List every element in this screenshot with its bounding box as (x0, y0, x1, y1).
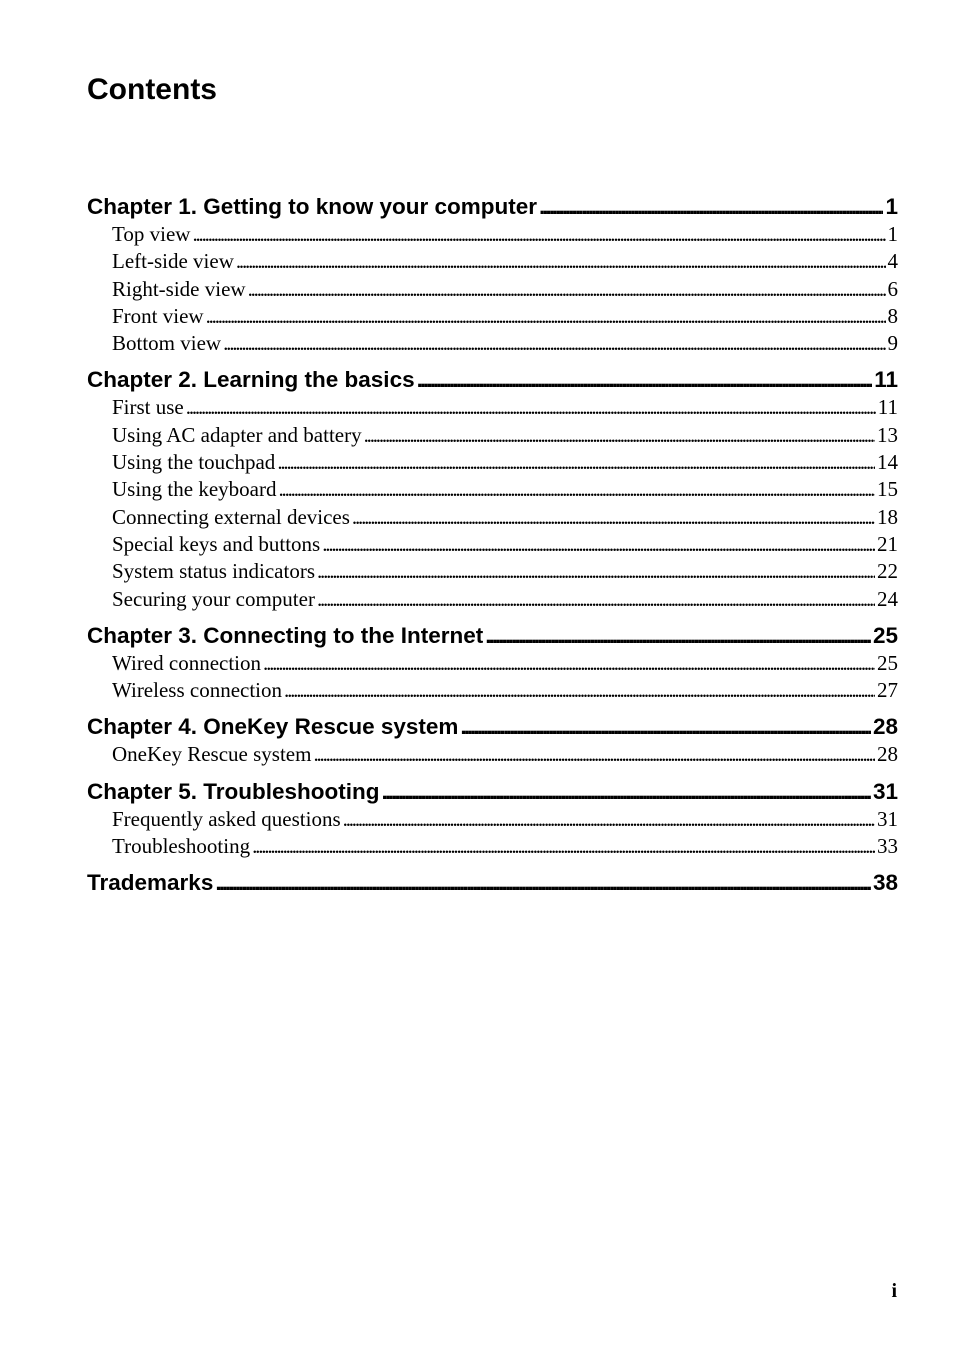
toc-section-entry-title: Frequently asked questions (112, 806, 341, 831)
toc-chapter-entry-title: Trademarks (87, 870, 214, 896)
toc-chapter-entry-page: 28 (872, 714, 898, 740)
toc-section-entry[interactable] (87, 677, 898, 704)
toc-chapter-entry-page: 25 (872, 622, 898, 648)
toc-chapter-entry[interactable] (87, 868, 898, 897)
dot-leader (263, 650, 875, 677)
toc-section-entry-title: Using AC adapter and battery (112, 422, 362, 447)
toc-chapter-entry[interactable] (87, 777, 898, 806)
dot-leader (417, 365, 873, 394)
toc-section-entry[interactable] (87, 330, 898, 357)
dot-leader (539, 192, 883, 221)
toc-section-entry-page: 22 (877, 559, 898, 584)
toc-section-entry-page: 21 (877, 531, 898, 556)
toc-section-entry[interactable] (87, 650, 898, 677)
toc-section-entry-title: Troubleshooting (112, 834, 251, 859)
toc-section-entry-title: Using the touchpad (112, 450, 276, 475)
toc-section-entry-title: Bottom view (112, 331, 222, 356)
toc-section-entry-title: Left-side view (112, 249, 234, 274)
toc-chapter-entry[interactable] (87, 365, 898, 394)
toc-section-entry-page: 9 (887, 331, 898, 356)
toc-chapter-entry-title: Chapter 3. Connecting to the Internet (87, 622, 484, 648)
toc-chapter-entry-title: Chapter 4. OneKey Rescue system (87, 714, 459, 740)
dot-leader (236, 248, 886, 275)
toc-section-entry[interactable] (87, 531, 898, 558)
dot-leader (364, 422, 875, 449)
toc-chapter-entry[interactable] (87, 621, 898, 650)
toc-section-entry[interactable] (87, 741, 898, 768)
dot-leader (223, 330, 885, 357)
toc-section-entry-title: Connecting external devices (112, 504, 350, 529)
toc-section-entry-title: System status indicators (112, 559, 315, 584)
dot-leader (278, 476, 875, 503)
dot-leader (215, 868, 871, 897)
toc-section-entry[interactable] (87, 248, 898, 275)
toc-section-entry[interactable] (87, 833, 898, 860)
table-of-contents (87, 192, 898, 897)
dot-leader (343, 806, 875, 833)
toc-chapter-entry[interactable] (87, 192, 898, 221)
toc-section-entry[interactable] (87, 394, 898, 421)
toc-section-entry[interactable] (87, 558, 898, 585)
dot-leader (313, 741, 875, 768)
toc-section-entry-page: 28 (877, 742, 898, 767)
toc-section-entry-page: 11 (877, 395, 898, 420)
toc-section-entry[interactable] (87, 806, 898, 833)
toc-chapter-entry-page: 38 (872, 870, 898, 896)
dot-leader (382, 777, 871, 806)
toc-section-entry-page: 1 (887, 222, 898, 246)
toc-section-entry-title: First use (112, 395, 184, 420)
dot-leader (352, 504, 875, 531)
dot-leader (248, 276, 886, 303)
toc-section-entry-page: 31 (877, 806, 898, 831)
toc-section-entry[interactable] (87, 476, 898, 503)
dot-leader (485, 621, 871, 650)
toc-section-entry-title: Special keys and buttons (112, 531, 321, 556)
toc-section-entry[interactable] (87, 422, 898, 449)
dot-leader (192, 221, 885, 248)
toc-section-entry[interactable] (87, 586, 898, 613)
dot-leader (277, 449, 875, 476)
dot-leader (284, 677, 875, 704)
toc-section-entry-page: 33 (877, 834, 898, 859)
toc-section-entry[interactable] (87, 449, 898, 476)
toc-section-entry-title: Front view (112, 303, 204, 328)
toc-chapter-entry-page: 11 (874, 367, 898, 393)
dot-leader (252, 833, 875, 860)
toc-section-entry[interactable] (87, 276, 898, 303)
dot-leader (317, 558, 875, 585)
toc-section-entry-page: 27 (877, 678, 898, 703)
toc-section-entry-title: Wireless connection (112, 678, 283, 703)
toc-section-entry[interactable] (87, 504, 898, 531)
dot-leader (317, 586, 875, 613)
toc-section-entry[interactable] (87, 221, 898, 248)
dot-leader (206, 303, 886, 330)
dot-leader (460, 712, 871, 741)
page-title: Contents (87, 73, 217, 106)
toc-section-entry-page: 25 (877, 650, 898, 675)
toc-section-entry-page: 13 (877, 422, 898, 447)
dot-leader (322, 531, 875, 558)
toc-section-entry-title: Securing your computer (112, 586, 315, 611)
page-number: i (891, 1280, 897, 1302)
toc-chapter-entry-title: Chapter 1. Getting to know your computer (87, 194, 538, 219)
toc-section-entry-page: 4 (887, 249, 898, 274)
toc-chapter-entry-title: Chapter 5. Troubleshooting (87, 778, 380, 804)
toc-section-entry-page: 24 (877, 586, 898, 611)
toc-section-entry-title: Right-side view (112, 276, 246, 301)
toc-section-entry[interactable] (87, 303, 898, 330)
toc-chapter-entry[interactable] (87, 712, 898, 741)
toc-chapter-entry-page: 1 (885, 194, 898, 219)
toc-section-entry-title: Using the keyboard (112, 477, 277, 502)
toc-section-entry-title: Top view (112, 222, 191, 246)
toc-chapter-entry-title: Chapter 2. Learning the basics (87, 367, 415, 393)
toc-section-entry-page: 15 (877, 477, 898, 502)
toc-chapter-entry-page: 31 (872, 778, 898, 804)
toc-section-entry-page: 8 (887, 303, 898, 328)
toc-section-entry-title: OneKey Rescue system (112, 742, 312, 767)
toc-section-entry-page: 14 (877, 450, 898, 475)
toc-section-entry-page: 18 (877, 504, 898, 529)
dot-leader (186, 394, 876, 421)
toc-section-entry-title: Wired connection (112, 650, 262, 675)
toc-section-entry-page: 6 (887, 276, 898, 301)
